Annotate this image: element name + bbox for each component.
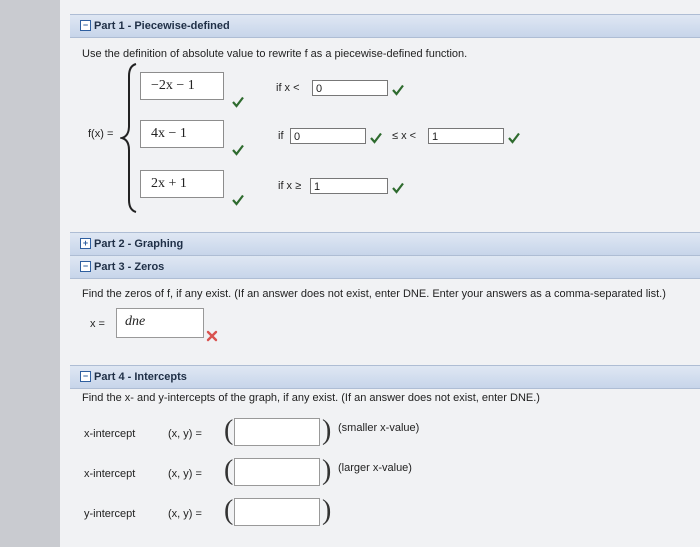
piece2-expr: 4x − 1 (151, 126, 187, 141)
wrong-x-icon (206, 330, 218, 342)
check-icon (370, 132, 382, 144)
piece3-expr-box[interactable] (140, 170, 224, 198)
intercept1-input[interactable] (234, 418, 320, 446)
zeros-answer: dne (125, 314, 146, 329)
intercept3-xy-label: (x, y) = (168, 508, 202, 520)
intercept2-xy-label: (x, y) = (168, 468, 202, 480)
zeros-input[interactable] (116, 308, 204, 338)
open-paren: ( (224, 495, 234, 526)
piece1-cond-input[interactable]: 0 (312, 80, 388, 96)
check-icon (392, 182, 404, 194)
part4-title: Part 4 - Intercepts (94, 371, 187, 383)
close-paren: ) (322, 455, 332, 486)
piece2-cond-prefix: if (278, 130, 284, 142)
check-icon (232, 194, 244, 206)
piece1-expr-box[interactable] (140, 72, 224, 100)
intercept3-label: y-intercept (84, 508, 136, 520)
piece3-cond-input[interactable]: 1 (310, 178, 388, 194)
piece2-cond-input-upper[interactable]: 1 (428, 128, 504, 144)
piece2-expr-box[interactable] (140, 120, 224, 148)
intercept2-input[interactable] (234, 458, 320, 486)
part4-header[interactable] (70, 365, 700, 389)
piece1-cond-prefix: if x < (276, 82, 300, 94)
close-paren: ) (322, 415, 332, 446)
intercept2-label: x-intercept (84, 468, 136, 480)
brace-icon (120, 62, 140, 214)
check-icon (508, 132, 520, 144)
expand-icon[interactable]: + (80, 238, 91, 249)
open-paren: ( (224, 415, 234, 446)
check-icon (232, 96, 244, 108)
piece1-expr: −2x − 1 (151, 78, 195, 93)
part1-header[interactable] (70, 14, 700, 38)
collapse-icon[interactable]: − (80, 20, 91, 31)
intercept3-input[interactable] (234, 498, 320, 526)
part1-instruction: Use the definition of absolute value to rewrite f as a piecewise-defined function. (82, 48, 468, 60)
fx-label: f(x) = (88, 128, 114, 140)
part2-title: Part 2 - Graphing (94, 238, 184, 250)
intercept2-note: (larger x-value) (338, 462, 412, 474)
piece3-cond-prefix: if x ≥ (278, 180, 302, 192)
intercept1-xy-label: (x, y) = (168, 428, 202, 440)
part3-instruction: Find the zeros of f, if any exist. (If an answer does not exist, enter DNE. Enter your answers as a comma-separated list.) (82, 288, 666, 300)
zeros-x-label: x = (90, 318, 105, 330)
intercept1-label: x-intercept (84, 428, 136, 440)
collapse-icon[interactable]: − (80, 261, 91, 272)
intercept1-note: (smaller x-value) (338, 422, 420, 434)
open-paren: ( (224, 455, 234, 486)
piece2-cond-mid: ≤ x < (392, 130, 417, 142)
part1-title: Part 1 - Piecewise-defined (94, 20, 230, 32)
part2-header[interactable] (70, 232, 700, 256)
part3-title: Part 3 - Zeros (94, 261, 165, 273)
part4-instruction: Find the x- and y-intercepts of the graph, if any exist. (If an answer does not exist, enter DNE.) (82, 392, 540, 404)
collapse-icon[interactable]: − (80, 371, 91, 382)
close-paren: ) (322, 495, 332, 526)
part3-header[interactable] (70, 255, 700, 279)
piece3-expr: 2x + 1 (151, 176, 187, 191)
piece2-cond-input-lower[interactable]: 0 (290, 128, 366, 144)
check-icon (232, 144, 244, 156)
check-icon (392, 84, 404, 96)
